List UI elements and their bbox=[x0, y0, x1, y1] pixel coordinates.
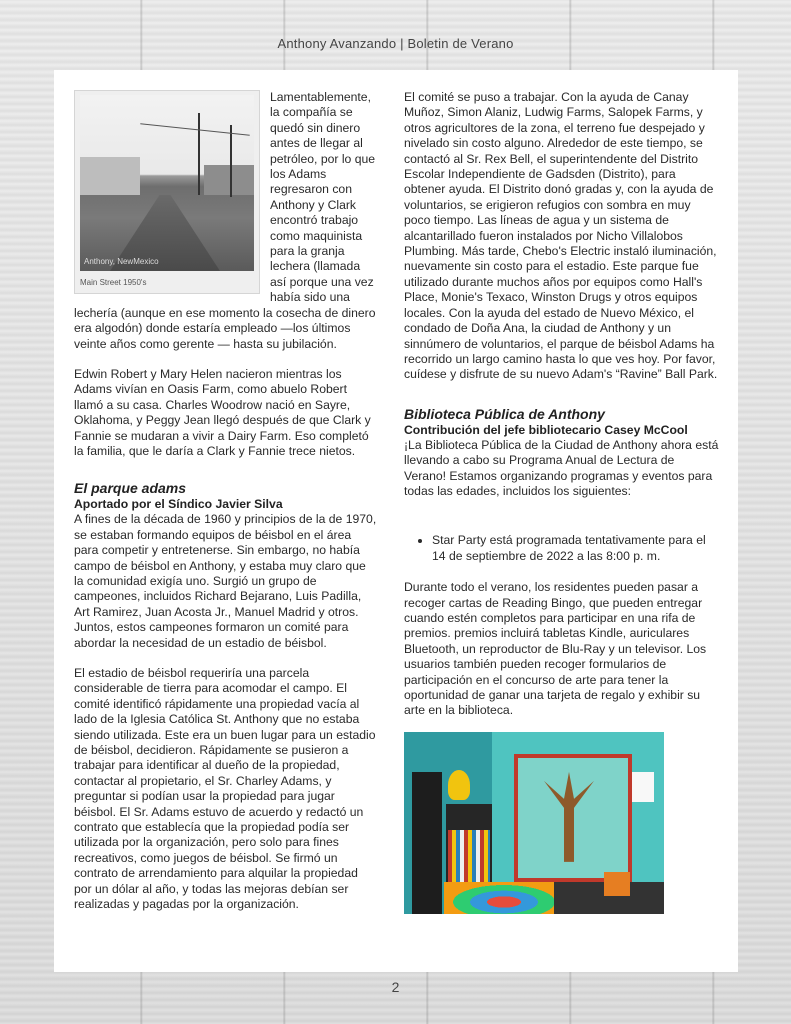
library-paragraph: ¡La Biblioteca Pública de la Ciudad de Anthony ahora está llevando a cabo su Programa Anual de Lectura de Verano! Estamos organizando programas y eventos para todas las edades, incluidos los siguientes: bbox=[404, 437, 719, 498]
park-byline: Aportado por el Síndico Javier Silva bbox=[74, 497, 283, 512]
library-photo bbox=[404, 732, 664, 914]
park-paragraph-2: El estadio de béisbol requeriría una parcela considerable de tierra para acomodar el campo. El comité identificó rápidamente una propiedad vacía al lado de la Iglesia Católica St. Anthony que no estaba siendo utilizada. Este era un buen lugar para un estadio de béisbol, decidieron. Rápidamente se pusieron a trabajar para identificar al dueño de la propiedad, contactar al propietario, el Sr. Charley Adams, y preguntar si podían usar la propiedad para jugar béisbol. El Sr. Adams estuvo de acuerdo y redactó un contrato que establecía que la propiedad podía ser utilizada por la organización, pero solo para fines recreativos, como juegos de béisbol. Se firmó un contrato de arrendamiento para alquilar la propiedad por un dólar al año, y todas las mejoras debían ser realizadas y pagadas por la organización. bbox=[74, 666, 376, 912]
main-street-photo-frame bbox=[74, 90, 260, 294]
bingo-paragraph: Durante todo el verano, los residentes pueden pasar a recoger cartas de Reading Bingo, que pueden entregar cuando estén completos para participar en una rifa de premios. premios incluirá tabletas Kindle, auriculares Bluetooth, un reproductor de Blu-Ray y un televisor. Los usuarios también pueden recoger formularios de participación en el concurso de arte para tener la oportunidad de ganar una tarjeta de regalo y exhibir su arte en la biblioteca. bbox=[404, 580, 707, 718]
library-heading: Biblioteca Pública de Anthony bbox=[404, 405, 605, 422]
park-paragraph-1: A fines de la década de 1960 y principios de la de 1970, se estaban formando equipos de béisbol en el área para competir y entretenerse. Sin embargo, no había campo de béisbol en Anthony, y estaba muy claro que la comunidad exigía uno. Surgió un grupo de campeones, incluidos Richard Bejarano, Luis Padilla, Art Ramirez, Juan Acosta Jr., Manuel Madrid y otros. Juntos, estos campeones formaron un comité para abordar la necesidad de un estadio de béisbol. bbox=[74, 512, 377, 650]
committee-paragraph: El comité se puso a trabajar. Con la ayuda de Canay Muñoz, Simon Alaniz, Ludwig Farms, Salopek Farms, y otros agricultores de la zona, el terreno fue despejado y nivelado sin costo alguno. Alrededor de este tiempo, se contactó al Sr. Rex Bell, el superintendente del Distrito Escolar Independiente de Gadsden (Distrito), para obtener ayuda. El Distrito donó gradas y, con la ayuda de voluntarios, se erigieron refugios con sombra en muy poco tiempo. Las líneas de agua y un sistema de alcantarillado fueron instalados por Nicho Villalobos Plumbing. Más tarde, Chebo's Electric instaló iluminación, nuevamente sin costo para el estadio. Este parque fue utilizado durante muchos años por equipos como Hall's Place, Monie's Texaco, Winston Drugs y otros equipos locales. Con la ayuda del estado de Nuevo México, el condado de Doña Ana, la ciudad de Anthony y un sinnúmero de voluntarios, el parque de béisbol Adams ha recorrido un largo camino hasta lo que ves hoy. Por favor, cuídese y disfrute de su nuevo Adam's “Ravine” Ball Park. bbox=[404, 90, 718, 382]
right-column bbox=[404, 90, 719, 914]
page-number: 2 bbox=[391, 979, 400, 995]
library-byline: Contribución del jefe bibliotecario Casey McCool bbox=[404, 422, 688, 437]
list-item: • Star Party está programada tentativamente para el 14 de septiembre de 2022 a las 8:00 p. m. bbox=[432, 533, 719, 564]
main-street-photo bbox=[80, 95, 254, 271]
newsletter-page bbox=[54, 70, 738, 972]
photo-caption: Main Street 1950's bbox=[80, 278, 147, 287]
photo-watermark: Anthony, NewMexico bbox=[84, 256, 159, 266]
family-paragraph: Edwin Robert y Mary Helen nacieron mientras los Adams vivían en Oasis Farm, como abuelo Robert llamó a su casa. Charles Woodrow nació en Sayre, Oklahoma, y Peggy Jean llegó después de que Clark y Fannie se mudaran a vivir a Dairy Farm. Eso completó la familia, que le daría a Clark y Fannie trece nietos. bbox=[74, 366, 371, 458]
events-list bbox=[404, 533, 719, 564]
left-column bbox=[74, 90, 378, 913]
newsletter-header: Anthony Avanzando | Boletin de Verano bbox=[277, 36, 514, 51]
park-heading: El parque adams bbox=[74, 480, 187, 497]
intro-paragraph: Lamentablemente, la compañía se quedó sin dinero antes de llegar al petróleo, por lo que los Adams regresaron con Anthony y Clark encontró trabajo como maquinista para la granja lechera (llamada así porque una vez había sido una lechería (aunque en ese momento la cosecha de dinero era algodón) donde estaría empleado —los últimos veinte años como gerente — hasta su jubilación. bbox=[74, 90, 376, 351]
